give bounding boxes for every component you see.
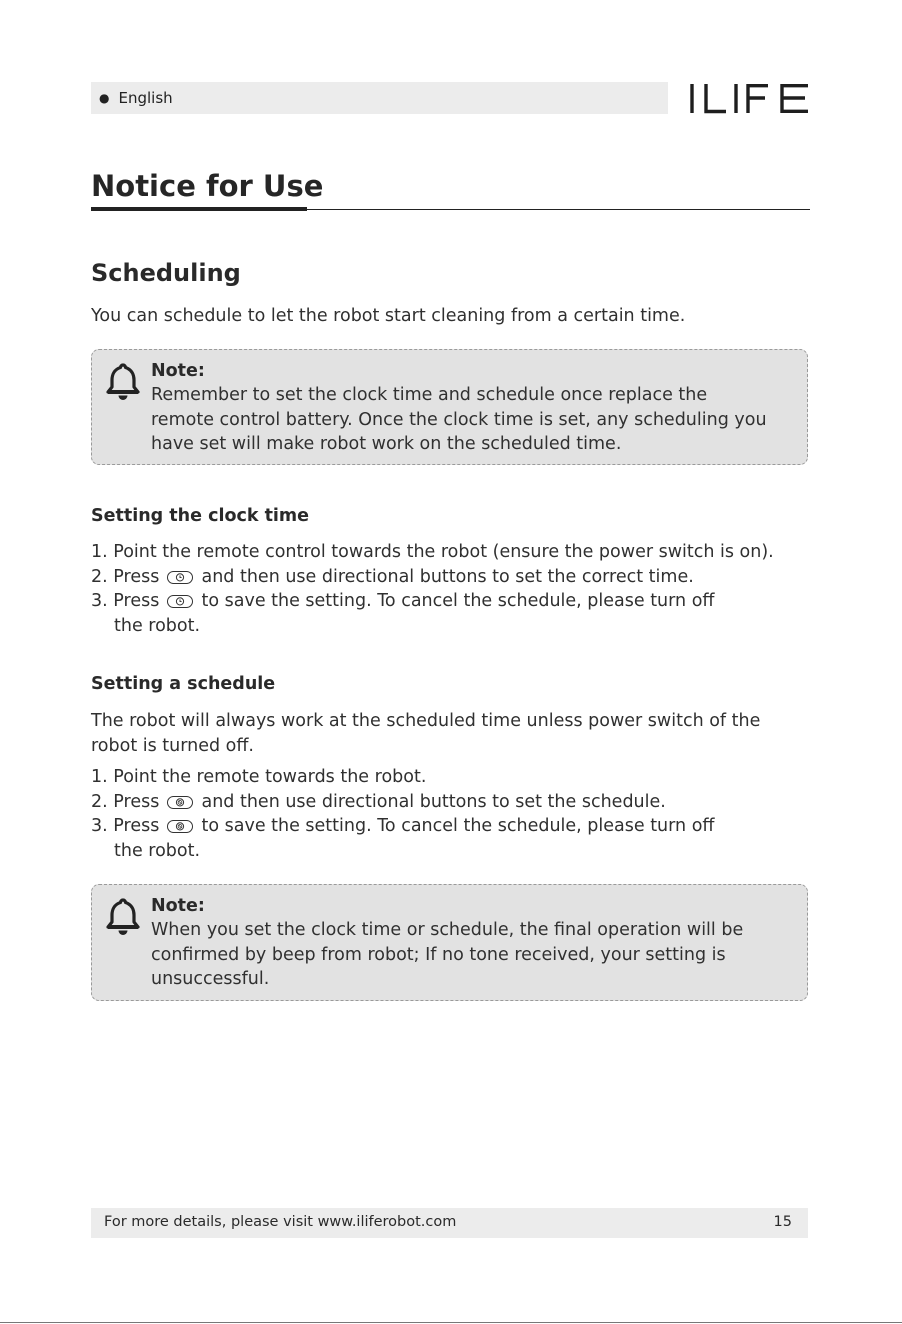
page-footer [91, 1208, 808, 1238]
schedule-step-3 [91, 814, 811, 839]
bell-icon [106, 362, 140, 400]
schedule-paragraph [91, 709, 803, 758]
step-text: and then use directional buttons to set the schedule. [201, 791, 666, 812]
clock-step-3-cont: the robot. [114, 616, 201, 637]
step-text: to save the setting. To cancel the schedule, please turn off [201, 591, 715, 612]
schedule-heading: Setting a schedule [91, 674, 276, 694]
note-text [151, 383, 799, 457]
note-line: unsuccessful. [151, 969, 270, 989]
note-line: remote control battery. Once the clock time is set, any scheduling you [151, 409, 767, 430]
note-label: Note: [151, 361, 205, 381]
title-underline [91, 207, 307, 211]
schedule-button-icon [167, 796, 193, 809]
page-title: Notice for Use [91, 169, 324, 203]
note-text [151, 918, 799, 992]
schedule-step-1: 1. Point the remote towards the robot. [91, 767, 427, 787]
language-bar [91, 82, 668, 114]
step-text: to save the setting. To cancel the schedule, please turn off [201, 816, 715, 837]
bell-icon [106, 897, 140, 935]
step-text: and then use directional buttons to set the correct time. [201, 566, 694, 587]
step-prefix: 2. Press [91, 566, 160, 587]
step-prefix: 3. Press [91, 816, 160, 837]
step-prefix: 2. Press [91, 791, 160, 812]
clock-step-1: 1. Point the remote control towards the robot (ensure the power switch is on). [91, 542, 774, 562]
bottom-border [0, 1322, 902, 1323]
note-line: When you set the clock time or schedule, the final operation will be [151, 920, 744, 940]
schedule-button-icon [167, 820, 193, 833]
schedule-step-2 [91, 790, 811, 815]
clock-step-3 [91, 589, 811, 614]
note-box [91, 884, 808, 1001]
note-box [91, 349, 808, 465]
note-line: have set will make robot work on the scheduled time. [151, 434, 622, 454]
paragraph-line: robot is turned off. [91, 735, 254, 756]
clock-step-2 [91, 565, 811, 590]
clock-button-icon [167, 571, 193, 584]
bullet-icon: ● [99, 91, 110, 105]
clock-heading: Setting the clock time [91, 506, 310, 526]
schedule-steps [91, 765, 811, 864]
step-prefix: 3. Press [91, 591, 160, 612]
language-label: English [118, 89, 173, 107]
section-intro: You can schedule to let the robot start cleaning from a certain time. [91, 306, 686, 326]
brand-logo [688, 74, 810, 122]
footer-text: For more details, please visit www.iliferobot.com [104, 1214, 457, 1230]
note-line: Remember to set the clock time and schedule once replace the [151, 385, 708, 405]
ilife-logo-icon [688, 74, 810, 122]
clock-steps [91, 540, 811, 639]
note-label: Note: [151, 896, 205, 916]
paragraph-line: The robot will always work at the scheduled time unless power switch of the [91, 711, 761, 731]
section-heading: Scheduling [91, 259, 241, 287]
page-number: 15 [773, 1214, 792, 1230]
schedule-step-3-cont: the robot. [114, 841, 201, 862]
clock-button-icon [167, 595, 193, 608]
note-line: confirmed by beep from robot; If no tone received, your setting is [151, 944, 726, 965]
